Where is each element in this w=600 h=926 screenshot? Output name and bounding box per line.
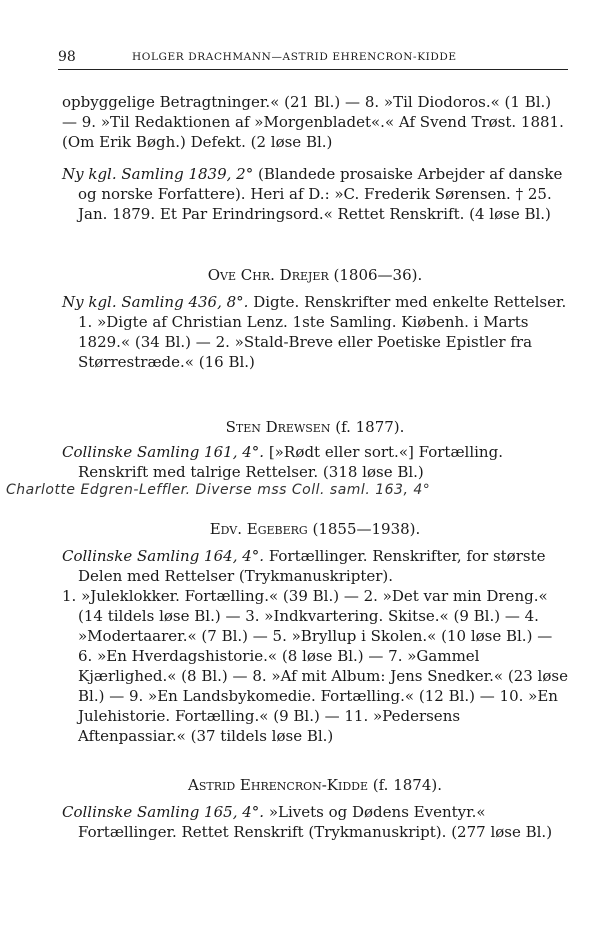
entry-source: Ny kgl. Samling 1839, 2° <box>62 165 254 183</box>
author-years: (f. 1874). <box>368 776 442 794</box>
entry-drejer <box>62 292 568 372</box>
entry-source: Collinske Samling 164, 4°. <box>62 547 265 565</box>
entry-ehrencron <box>62 802 568 842</box>
continued-line-2: — 9. »Til Redaktionen af »Morgenbladet«.« Af Svend Trøst. 1881. <box>62 113 564 131</box>
entry-text: Fortællinger. Renskrifter, for største Delen med Rettelser (Trykmanuskripter). <box>78 547 546 585</box>
entry-drewsen <box>62 442 568 482</box>
entry-list: 1. »Juleklokker. Fortælling.« (39 Bl.) — 2. »Det var min Dreng.« (14 tildels løse Bl.) — 3. »Indkvartering. Skitse.« (9 Bl.) — 4. »Modertaarer.« (7 Bl.) — 5. »Bryllup i Skolen.« (10 løse Bl.) — 6. »En Hverdagshistorie.« (8 løse Bl.) — 7. »Gammel Kjærlighed.« (8 Bl.) — 8. »Af mit Album: Jens Snedker.« (23 løse Bl.) — 9. »En Landsbykomedie. Fortælling.« (12 Bl.) — 10. »En Julehistorie. Fortælling.« (9 Bl.) — 11. »Pedersens Aftenpassiar.« (37 tildels løse Bl.) <box>62 587 568 745</box>
entry-text: »Livets og Dødens Eventyr.« Fortællinger. Rettet Renskrift (Trykmanuskript). (277 løse Bl.) <box>78 803 553 841</box>
author-heading-egeberg <box>62 520 568 538</box>
entry-ny-kgl-1839 <box>62 164 568 224</box>
author-years: (1855—1938). <box>307 520 421 538</box>
entry-egeberg <box>62 546 568 746</box>
running-title: HOLGER DRACHMANN—ASTRID EHRENCRON-KIDDE <box>132 51 457 63</box>
entry-source: Collinske Samling 161, 4°. <box>62 443 265 461</box>
entry-source: Collinske Samling 165, 4°. <box>62 803 265 821</box>
entry-text: [»Rødt eller sort.«] Fortælling. Renskrift med talrige Rettelser. (318 løse Bl.) <box>78 443 503 481</box>
entry-text: (Blandede prosaiske Arbejder af danske og norske Forfattere). Heri af D.: »C. Frederik Sørensen. † 25. Jan. 1879. Et Par Erindringsord.« Rettet Renskrift. (4 løse Bl.) <box>78 165 563 223</box>
entry-source: Ny kgl. Samling 436, 8°. <box>62 293 249 311</box>
continued-line-3: (Om Erik Bøgh.) Defekt. (2 løse Bl.) <box>62 133 333 151</box>
continued-entry <box>62 92 568 152</box>
handwritten-annotation: Charlotte Edgren-Leffler. Diverse mss Coll. saml. 163, 4° <box>6 482 431 498</box>
author-name: Ove Chr. Drejer <box>207 266 329 284</box>
author-name: Astrid Ehrencron-Kidde <box>188 776 369 794</box>
author-years: (1806—36). <box>328 266 423 284</box>
author-heading-drejer <box>62 266 568 284</box>
author-name: Edv. Egeberg <box>209 520 308 538</box>
author-heading-drewsen <box>62 418 568 436</box>
entry-text: Digte. Renskrifter med enkelte Rettelser. 1. »Digte af Christian Lenz. 1ste Samling. Kiøbenh. i Marts 1829.« (34 Bl.) — 2. »Stald-Breve eller Poetiske Epistler fra Størrestræde.« (16 Bl.) <box>78 293 567 371</box>
page-number: 98 <box>58 49 76 65</box>
continued-line-1: opbyggelige Betragtninger.« (21 Bl.) — 8. »Til Diodoros.« (1 Bl.) <box>62 93 552 111</box>
author-years: (f. 1877). <box>330 418 405 436</box>
author-heading-ehrencron <box>62 776 568 794</box>
author-name: Sten Drewsen <box>225 418 331 436</box>
page-header <box>58 49 568 70</box>
